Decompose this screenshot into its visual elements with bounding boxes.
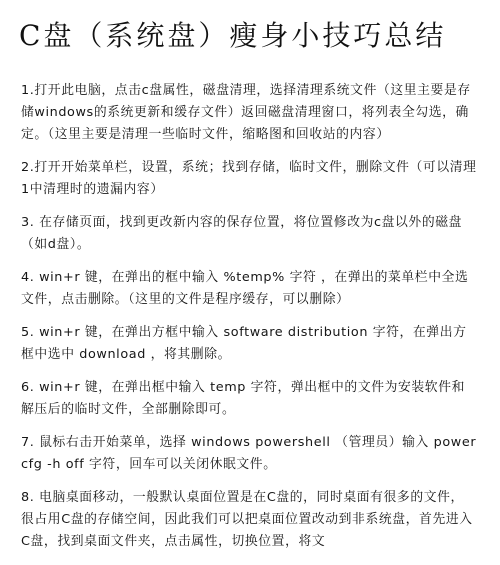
tip-item-2: 2.打开开始菜单栏，设置，系统；找到存储，临时文件，删除文件（可以清理1中清理时的遗漏内容）: [21, 160, 477, 197]
tips-list: [21, 80, 477, 564]
tip-item-5: 5. win+r 键，在弹出方框中输入 software distribution 字符，在弹出方框中选中 download ，将其删除。: [21, 325, 467, 362]
tip-item-8: 8. 电脑桌面移动，一般默认桌面位置是在C盘的，同时桌面有很多的文件，很占用C盘的存储空间，因此我们可以把桌面位置改动到非系统盘，首先进入C盘，找到桌面文件夹，点击属性，切换位置，将文: [21, 490, 473, 549]
tip-item-3: 3. 在存储页面，找到更改新内容的保存位置，将位置修改为c盘以外的磁盘（如d盘）。: [21, 215, 463, 252]
tip-item-7: 7. 鼠标右击开始菜单，选择 windows powershell （管理员）输入 powercfg -h off 字符，回车可以关闭休眠文件。: [21, 435, 477, 472]
page-title: C盘（系统盘）瘦身小技巧总结: [19, 19, 447, 52]
tip-item-1: 1.打开此电脑，点击c盘属性，磁盘清理，选择清理系统文件（这里主要是存储windows的系统更新和缓存文件）返回磁盘清理窗口，将列表全勾选，确定。（这里主要是清理一些临时文件，缩略图和回收站的内容）: [21, 83, 471, 142]
tip-item-4: 4. win+r 键，在弹出的框中输入 %temp% 字符 ，在弹出的菜单栏中全选文件，点击删除。（这里的文件是程序缓存，可以删除）: [21, 270, 469, 307]
tip-item-6: 6. win+r 键，在弹出框中输入 temp 字符，弹出框中的文件为安装软件和解压后的临时文件，全部删除即可。: [21, 380, 465, 417]
